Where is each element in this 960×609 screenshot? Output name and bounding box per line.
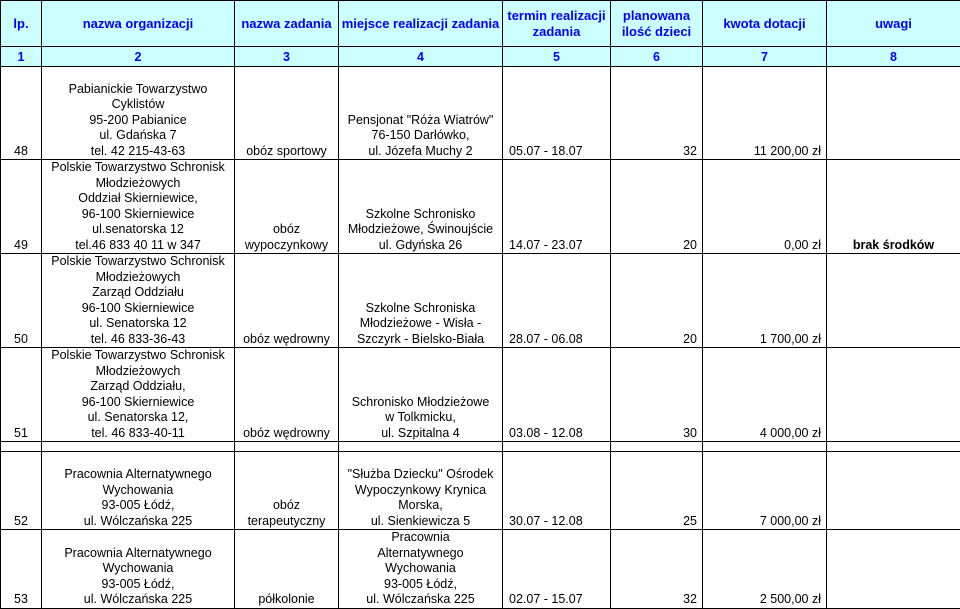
place-line: 76-150 Darłówko, bbox=[343, 128, 498, 144]
org-line: 96-100 Skierniewice bbox=[46, 395, 230, 411]
children-count-cell: 32 bbox=[611, 67, 703, 160]
header-row bbox=[1, 1, 960, 47]
header-place: miejsce realizacji zadania bbox=[339, 1, 503, 47]
place-line: ul. Wólczańska 225 bbox=[343, 592, 498, 608]
place-line: Młodzieżowe, Świnoujście bbox=[343, 222, 498, 238]
org-line: tel. 46 833-36-43 bbox=[46, 332, 230, 348]
place-line: Alternatywnego bbox=[343, 546, 498, 562]
spacer-cell bbox=[339, 442, 503, 452]
place-cell bbox=[339, 254, 503, 348]
task-line: półkolonie bbox=[239, 592, 334, 608]
task-line: obóz sportowy bbox=[239, 144, 334, 160]
task-line: obóz bbox=[239, 222, 334, 238]
header-organization: nazwa organizacji bbox=[42, 1, 235, 47]
place-cell bbox=[339, 530, 503, 609]
column-number: 1 bbox=[1, 47, 42, 67]
row-number: 52 bbox=[1, 452, 42, 530]
header-task: nazwa zadania bbox=[235, 1, 339, 47]
org-line: ul. Wólczańska 225 bbox=[46, 592, 230, 608]
place-cell bbox=[339, 348, 503, 442]
org-line: Młodzieżowych bbox=[46, 176, 230, 192]
amount-cell: 2 500,00 zł bbox=[703, 530, 827, 609]
place-line: Morska, bbox=[343, 498, 498, 514]
term-cell: 30.07 - 12.08 bbox=[503, 452, 611, 530]
task-cell bbox=[235, 254, 339, 348]
org-line: ul.senatorska 12 bbox=[46, 222, 230, 238]
org-line: 93-005 Łódź, bbox=[46, 577, 230, 593]
table-body bbox=[1, 67, 960, 609]
column-number: 4 bbox=[339, 47, 503, 67]
spacer-cell bbox=[703, 442, 827, 452]
place-line: Szkolne Schronisko bbox=[343, 207, 498, 223]
table-row bbox=[1, 530, 960, 609]
column-number: 5 bbox=[503, 47, 611, 67]
place-cell bbox=[339, 67, 503, 160]
notes-cell bbox=[827, 530, 960, 609]
place-line: Szkolne Schroniska bbox=[343, 301, 498, 317]
place-line: ul. Szpitalna 4 bbox=[343, 426, 498, 442]
place-line: "Służba Dziecku" Ośrodek bbox=[343, 467, 498, 483]
term-cell: 02.07 - 15.07 bbox=[503, 530, 611, 609]
org-line: ul. Gdańska 7 bbox=[46, 128, 230, 144]
organization-cell bbox=[42, 530, 235, 609]
header-lp: lp. bbox=[1, 1, 42, 47]
header-term: termin realizacji zadania bbox=[503, 1, 611, 47]
organization-cell bbox=[42, 452, 235, 530]
term-cell: 03.08 - 12.08 bbox=[503, 348, 611, 442]
place-cell bbox=[339, 452, 503, 530]
children-count-cell: 25 bbox=[611, 452, 703, 530]
spacer-cell bbox=[611, 442, 703, 452]
org-line: ul. Senatorska 12 bbox=[46, 316, 230, 332]
place-line: 93-005 Łódź, bbox=[343, 577, 498, 593]
org-line: Wychowania bbox=[46, 483, 230, 499]
row-number: 50 bbox=[1, 254, 42, 348]
spacer-cell bbox=[503, 442, 611, 452]
org-line: tel. 42 215-43-63 bbox=[46, 144, 230, 160]
term-cell: 05.07 - 18.07 bbox=[503, 67, 611, 160]
task-cell bbox=[235, 452, 339, 530]
children-count-cell: 20 bbox=[611, 254, 703, 348]
term-cell: 14.07 - 23.07 bbox=[503, 160, 611, 254]
org-line: Młodzieżowych bbox=[46, 364, 230, 380]
spacer-cell bbox=[1, 442, 42, 452]
task-line: obóz wędrowny bbox=[239, 426, 334, 442]
amount-cell: 4 000,00 zł bbox=[703, 348, 827, 442]
place-cell bbox=[339, 160, 503, 254]
spacer-cell bbox=[235, 442, 339, 452]
notes-cell bbox=[827, 254, 960, 348]
amount-cell: 11 200,00 zł bbox=[703, 67, 827, 160]
place-line: Schronisko Młodzieżowe bbox=[343, 395, 498, 411]
org-line: tel.46 833 40 11 w 347 bbox=[46, 238, 230, 254]
org-line: Pabianickie Towarzystwo bbox=[46, 82, 230, 98]
amount-cell: 7 000,00 zł bbox=[703, 452, 827, 530]
row-number: 53 bbox=[1, 530, 42, 609]
task-line: obóz bbox=[239, 498, 334, 514]
column-number: 7 bbox=[703, 47, 827, 67]
place-line: Młodzieżowe - Wisła - bbox=[343, 316, 498, 332]
table-row bbox=[1, 160, 960, 254]
org-line: 96-100 Skierniewice bbox=[46, 207, 230, 223]
place-line: Wypoczynkowy Krynica bbox=[343, 483, 498, 499]
place-line: Pensjonat "Róża Wiatrów" bbox=[343, 113, 498, 129]
amount-cell: 0,00 zł bbox=[703, 160, 827, 254]
table-row bbox=[1, 254, 960, 348]
org-line: Cyklistów bbox=[46, 97, 230, 113]
org-line: Młodzieżowych bbox=[46, 270, 230, 286]
header-children: planowana ilość dzieci bbox=[611, 1, 703, 47]
header-amount: kwota dotacji bbox=[703, 1, 827, 47]
org-line: 96-100 Skierniewice bbox=[46, 301, 230, 317]
place-line: ul. Gdyńska 26 bbox=[343, 238, 498, 254]
place-line: ul. Józefa Muchy 2 bbox=[343, 144, 498, 160]
org-line: Zarząd Oddziału, bbox=[46, 379, 230, 395]
spacer-row bbox=[1, 442, 960, 452]
organization-cell bbox=[42, 160, 235, 254]
org-line: ul. Senatorska 12, bbox=[46, 410, 230, 426]
org-line: Polskie Towarzystwo Schronisk bbox=[46, 160, 230, 176]
org-line: Wychowania bbox=[46, 561, 230, 577]
org-line: Oddział Skierniewice, bbox=[46, 191, 230, 207]
org-line: 93-005 Łódź, bbox=[46, 498, 230, 514]
task-line: obóz wędrowny bbox=[239, 332, 334, 348]
row-number: 49 bbox=[1, 160, 42, 254]
column-number: 6 bbox=[611, 47, 703, 67]
amount-cell: 1 700,00 zł bbox=[703, 254, 827, 348]
organization-cell bbox=[42, 254, 235, 348]
org-line: Polskie Towarzystwo Schronisk bbox=[46, 348, 230, 364]
column-number: 8 bbox=[827, 47, 960, 67]
header-notes: uwagi bbox=[827, 1, 960, 47]
column-number: 3 bbox=[235, 47, 339, 67]
column-number-row bbox=[1, 47, 960, 67]
organization-cell bbox=[42, 67, 235, 160]
org-line: Zarząd Oddziału bbox=[46, 285, 230, 301]
table-row bbox=[1, 67, 960, 160]
task-line: wypoczynkowy bbox=[239, 238, 334, 254]
place-line: w Tolkmicku, bbox=[343, 410, 498, 426]
org-line: ul. Wólczańska 225 bbox=[46, 514, 230, 530]
org-line: tel. 46 833-40-11 bbox=[46, 426, 230, 442]
spacer-cell bbox=[42, 442, 235, 452]
notes-cell bbox=[827, 348, 960, 442]
column-number: 2 bbox=[42, 47, 235, 67]
org-line: 95-200 Pabianice bbox=[46, 113, 230, 129]
org-line: Pracownia Alternatywnego bbox=[46, 546, 230, 562]
task-cell bbox=[235, 530, 339, 609]
children-count-cell: 20 bbox=[611, 160, 703, 254]
org-line: Pracownia Alternatywnego bbox=[46, 467, 230, 483]
place-line: Szczyrk - Bielsko-Biała bbox=[343, 332, 498, 348]
spacer-cell bbox=[827, 442, 960, 452]
term-cell: 28.07 - 06.08 bbox=[503, 254, 611, 348]
task-cell bbox=[235, 348, 339, 442]
task-cell bbox=[235, 160, 339, 254]
task-cell bbox=[235, 67, 339, 160]
org-line: Polskie Towarzystwo Schronisk bbox=[46, 254, 230, 270]
notes-cell bbox=[827, 452, 960, 530]
row-number: 48 bbox=[1, 67, 42, 160]
organization-cell bbox=[42, 348, 235, 442]
row-number: 51 bbox=[1, 348, 42, 442]
table-row bbox=[1, 348, 960, 442]
place-line: ul. Sienkiewicza 5 bbox=[343, 514, 498, 530]
children-count-cell: 32 bbox=[611, 530, 703, 609]
notes-cell bbox=[827, 67, 960, 160]
task-line: terapeutyczny bbox=[239, 514, 334, 530]
children-count-cell: 30 bbox=[611, 348, 703, 442]
place-line: Wychowania bbox=[343, 561, 498, 577]
table-row bbox=[1, 452, 960, 530]
place-line: Pracownia bbox=[343, 530, 498, 546]
notes-cell: brak środków bbox=[827, 160, 960, 254]
